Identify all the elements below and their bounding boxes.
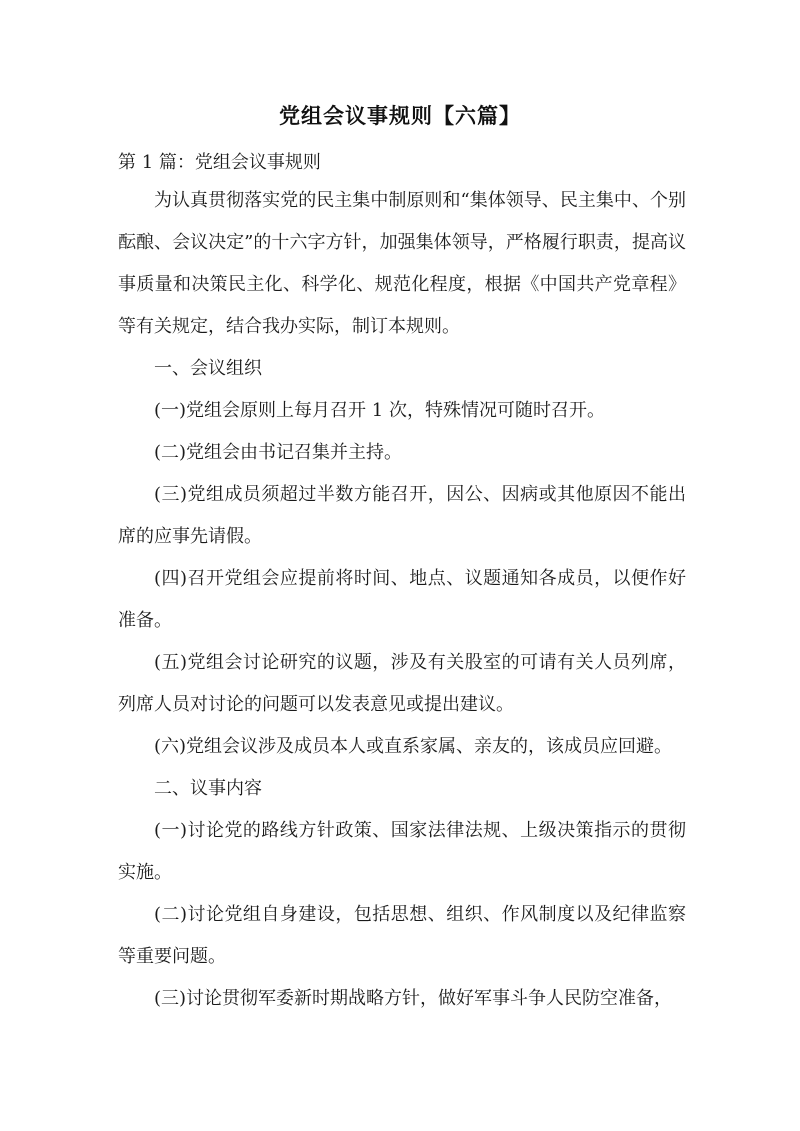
paragraph-item: (六)党组会议涉及成员本人或直系家属、亲友的，该成员应回避。 bbox=[154, 736, 673, 757]
paragraph-item: (三)党组成员须超过半数方能召开，因公、因病或其他原因不能出席的应事先请假。 bbox=[118, 484, 686, 547]
paragraph-item: (一)党组会原则上每月召开 1 次，特殊情况可随时召开。 bbox=[154, 400, 605, 421]
paragraph-intro: 为认真贯彻落实党的民主集中制原则和“集体领导、民主集中、个别酝酿、会议决定”的十六字方针，加强集体领导，严格履行职责，提高议事质量和决策民主化、科学化、规范化程度，根据《中国共产党章程》等有关规定，结合我办实际，制订本规则。 bbox=[118, 190, 686, 337]
paragraph-item: (五)党组会讨论研究的议题，涉及有关股室的可请有关人员列席，列席人员对讨论的问题可以发表意见或提出建议。 bbox=[118, 652, 686, 715]
paragraph-item: (二)讨论党组自身建设，包括思想、组织、作风制度以及纪律监察等重要问题。 bbox=[118, 904, 686, 967]
document-body bbox=[118, 180, 686, 1020]
paragraph-item: (二)党组会由书记召集并主持。 bbox=[154, 442, 403, 463]
section-subtitle: 第 1 篇：党组会议事规则 bbox=[118, 152, 321, 173]
section-heading-content: 二、议事内容 bbox=[154, 778, 262, 799]
document-title: 党组会议事规则【六篇】 bbox=[279, 103, 521, 128]
paragraph-item: (一)讨论党的路线方针政策、国家法律法规、上级决策指示的贯彻实施。 bbox=[118, 820, 686, 883]
paragraph-item: (三)讨论贯彻军委新时期战略方针，做好军事斗争人民防空准备， bbox=[154, 988, 673, 1009]
section-heading-organization: 一、会议组织 bbox=[154, 358, 262, 379]
paragraph-item: (四)召开党组会应提前将时间、地点、议题通知各成员，以便作好准备。 bbox=[118, 568, 686, 631]
